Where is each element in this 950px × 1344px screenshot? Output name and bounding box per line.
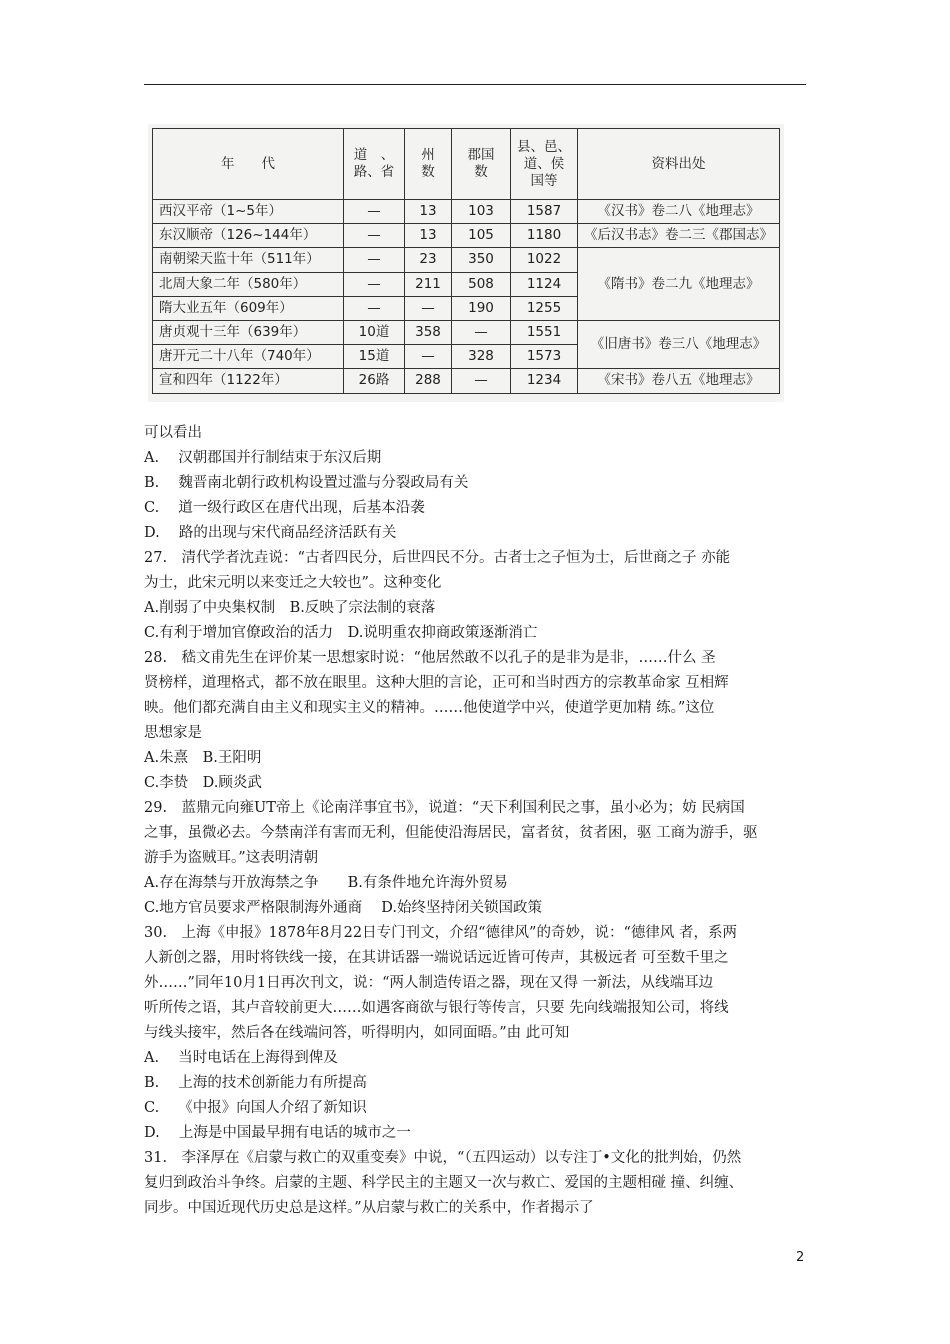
table-row [153,369,780,393]
cell-xian: 1573 [511,345,578,369]
text-line: 听所传之语，其卢音较前更大……如遇客商欲与银行等传言，只要 先向线端报知公司，将线 [144,1000,729,1016]
text-line: 30. 上海《申报》1878年8月22日专门刊文，介绍“德律风”的奇妙，说：“德律风 者，系两 [144,925,737,941]
cell-jun: 508 [452,272,511,296]
header-xian: 县、邑、 道、侯 国等 [511,129,578,200]
text-line: 31. 李泽厚在《启蒙与救亡的双重变奏》中说，“（五四运动）以专注丁•文化的批判始，仍然 [144,1150,742,1166]
cell-era: 东汉顺帝（126~144年） [153,224,344,248]
text-line: D. 上海是中国最早拥有电话的城市之一 [144,1125,411,1141]
text-line: 为士，此宋元明以来变迁之大较也”。这种变化 [144,575,442,591]
cell-jun: 190 [452,296,511,320]
text-line: A. 当时电话在上海得到俾及 [144,1050,338,1066]
cell-dao: — [344,200,405,224]
cell-dao: 10道 [344,320,405,344]
cell-xian: 1180 [511,224,578,248]
page-number: 2 [796,1250,805,1265]
cell-xian: 1255 [511,296,578,320]
header-dao: 道 、 路、省 [344,129,405,200]
cell-jun: — [452,320,511,344]
cell-era: 宣和四年（1122年） [153,369,344,393]
cell-zhou: 211 [405,272,452,296]
table-row [153,248,780,272]
text-line: 贤榜样，道理格式，都不放在眼里。这种大胆的言论，正可和当时西方的宗教革命家 互相辉 [144,675,729,691]
cell-xian: 1124 [511,272,578,296]
cell-dao: 26路 [344,369,405,393]
text-line: 映。他们都充满自由主义和现实主义的精神。……他使道学中兴，使道学更加精 练。”这位 [144,700,715,716]
table-row [153,320,780,344]
text-line: 28. 嵇文甫先生在评价某一思想家时说：“他居然敢不以孔子的是非为是非，……什么 圣 [144,650,716,666]
cell-xian: 1234 [511,369,578,393]
table-row [153,224,780,248]
cell-zhou: — [405,345,452,369]
text-line: 思想家是 [144,725,202,741]
cell-dao: — [344,272,405,296]
cell-source: 《汉书》卷二八《地理志》 [578,200,780,224]
text-line: C. 道一级行政区在唐代出现，后基本沿袭 [144,500,425,516]
text-line: A.削弱了中央集权制 B.反映了宗法制的衰落 [144,600,436,616]
cell-era: 隋大业五年（609年） [153,296,344,320]
cell-zhou: 358 [405,320,452,344]
cell-era: 南朝梁天监十年（511年） [153,248,344,272]
text-line: 27. 清代学者沈垚说：“古者四民分，后世四民不分。古者士之子恒为士，后世商之子 亦能 [144,550,731,566]
text-line: C. 《中报》向国人介绍了新知识 [144,1100,367,1116]
cell-source: 《宋书》卷八五《地理志》 [578,369,780,393]
cell-zhou: 13 [405,200,452,224]
cell-zhou: 288 [405,369,452,393]
cell-xian: 1022 [511,248,578,272]
text-line: 29. 蓝鼎元向雍UT帝上《论南洋事宜书》，说道：“天下利国利民之事，虽小必为；妨 民病国 [144,800,745,816]
cell-dao: — [344,296,405,320]
cell-xian: 1551 [511,320,578,344]
text-line: A. 汉朝郡国并行制结束于东汉后期 [144,450,382,466]
text-line: C.有利于增加官僚政治的活力 D.说明重农抑商政策逐渐消亡 [144,625,538,641]
cell-era: 西汉平帝（1~5年） [153,200,344,224]
cell-dao: — [344,248,405,272]
text-line: 之事，虽微必去。今禁南洋有害而无利，但能使沿海居民，富者贫，贫者困，驱 工商为游手，驱 [144,825,758,841]
cell-jun: 103 [452,200,511,224]
cell-xian: 1587 [511,200,578,224]
cell-dao: — [344,224,405,248]
header-jun: 郡国 数 [452,129,511,200]
text-line: A.存在海禁与开放海禁之争 B.有条件地允许海外贸易 [144,875,508,891]
table-header-row [153,129,780,200]
admin-division-table [152,128,780,394]
cell-zhou: 23 [405,248,452,272]
table-row [153,200,780,224]
text-line: 外……”同年10月1日再次刊文，说：“两人制造传语之器，现在又得 一新法，从线端耳边 [144,975,714,991]
question-text [144,421,808,1221]
text-line: 复归到政治斗争终。启蒙的主题、科学民主的主题又一次与救亡、爱国的主题相碰 撞、纠缠、 [144,1175,744,1191]
cell-era: 唐贞观十三年（639年） [153,320,344,344]
cell-source: 《旧唐书》卷三八《地理志》 [578,320,780,368]
cell-era: 唐开元二十八年（740年） [153,345,344,369]
header-zhou: 州 数 [405,129,452,200]
cell-jun: 105 [452,224,511,248]
header-rule [144,84,806,85]
cell-era: 北周大象二年（580年） [153,272,344,296]
cell-source: 《后汉书志》卷二三《郡国志》 [578,224,780,248]
text-line: 同步。中国近现代历史总是这样。”从启蒙与救亡的关系中，作者揭示了 [144,1200,594,1216]
cell-zhou: 13 [405,224,452,248]
header-era: 年 代 [153,129,344,200]
cell-zhou: — [405,296,452,320]
cell-jun: — [452,369,511,393]
cell-source: 《隋书》卷二九《地理志》 [578,248,780,321]
text-line: 与线头接牢，然后各在线端问答，听得明内，如同面晤。”由 此可知 [144,1025,570,1041]
text-line: 人新创之器，用时将铁线一接，在其讲话器一端说话远近皆可传声，其极远者 可至数千里之 [144,950,729,966]
cell-dao: 15道 [344,345,405,369]
text-line: 游手为盗贼耳。”这表明清朝 [144,850,319,866]
text-line: C.李贽 D.顾炎武 [144,775,262,791]
cell-jun: 328 [452,345,511,369]
text-line: B. 魏晋南北朝行政机构设置过滥与分裂政局有关 [144,475,469,491]
text-line: D. 路的出现与宋代商品经济活跃有关 [144,525,397,541]
cell-jun: 350 [452,248,511,272]
text-line: A.朱熹 B.王阳明 [144,750,262,766]
text-line: 可以看出 [144,425,202,441]
text-line: B. 上海的技术创新能力有所提高 [144,1075,367,1091]
text-line: C.地方官员要求严格限制海外通商 D.始终坚持闭关锁国政策 [144,900,543,916]
header-source: 资料出处 [578,129,780,200]
